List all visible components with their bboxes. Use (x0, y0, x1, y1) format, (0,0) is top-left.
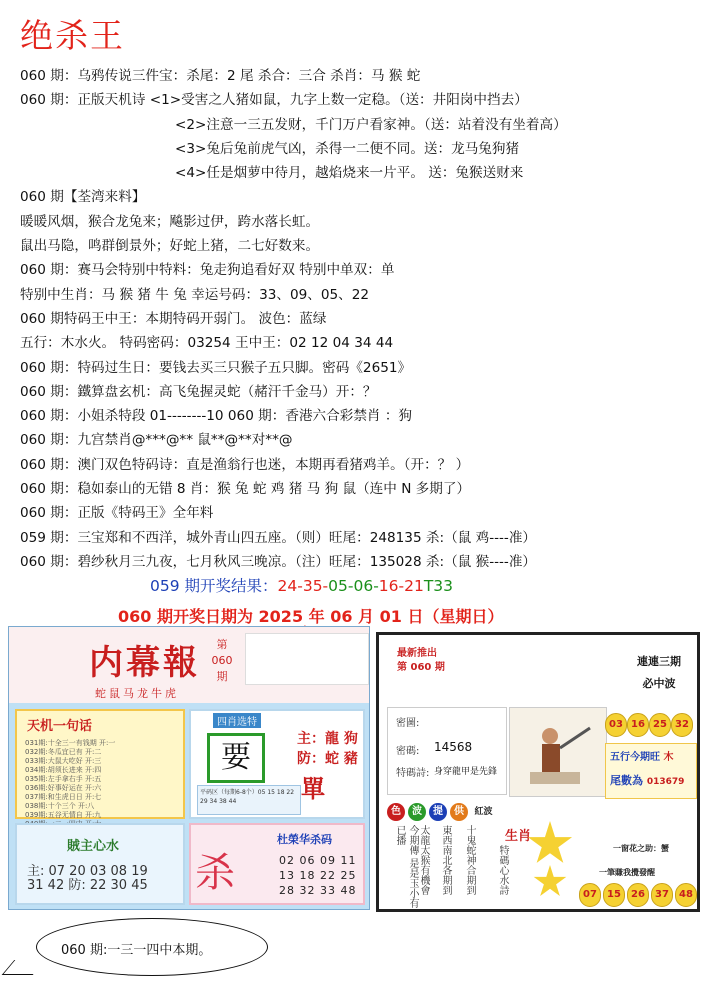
tianji-title: 天机一句话 (27, 719, 93, 734)
vertical-text: 十鬼蛇神合期到 (464, 825, 475, 895)
line: <2>注意一三五发财，千门万户看家神。（送：站着没有坐着高） (175, 116, 567, 133)
number-ball: 37 (651, 883, 673, 907)
code-value: 14568 (434, 740, 473, 754)
right-poster (376, 632, 700, 912)
line: 特别中生肖：马 猴 猪 牛 兔 幸运号码：33、09、05、22 (20, 286, 370, 303)
streak-value: 必中波 (642, 677, 676, 690)
line: 060 期：正版《特码王》全年料 (20, 505, 214, 522)
result-label: 059 期开奖结果： (150, 577, 278, 595)
band-char: 波 (408, 803, 426, 821)
main-numbers: 主: 07 20 03 08 19 (27, 864, 148, 879)
line: 059 期：三宝郑和不西洋，城外青山四五座。（则）旺尾：248135 杀:（鼠 鸡----准） (20, 529, 537, 546)
kill-row: 28 32 33 48 (279, 884, 357, 897)
line: 060 期【荃湾来料】 (20, 189, 146, 206)
result-numbers-red-2: 16-21 (378, 577, 424, 595)
bubble-text: 060 期:一三一四中本期。 (61, 943, 212, 958)
line: 060 期：九宫禁肖@***@** 鼠**@**对**@ (20, 432, 293, 449)
zodiac-poem: 特碼心水詩 (497, 845, 508, 895)
poster-issue: 第 060 期 (211, 638, 233, 683)
streak-label: 連連三期 (637, 655, 681, 668)
line: 060 期：乌鸦传说三件宝：杀尾：2 尾 杀合：三合 杀肖：马 猴 蛇 (20, 68, 421, 84)
tianji-row: 038期:十个三个 开:八 (25, 802, 95, 810)
star-icon (527, 821, 573, 867)
poem-value: 身穿龍甲是先鋒 (434, 767, 498, 777)
wuxing-value: 木 (663, 752, 674, 763)
line: <4>任是烟萝中待月，越焰烧来一片平。 送：兔猴送财来 (175, 165, 524, 182)
kill-row: 02 06 09 11 (279, 854, 357, 867)
latest-label: 最新推出 (397, 648, 437, 659)
result-numbers-red: 24-35- (277, 577, 329, 595)
kill-character: 杀 (195, 850, 235, 896)
kill-code-box (189, 823, 365, 905)
main-guard (297, 729, 358, 769)
vertical-text: 太龍太猴有機會 (418, 825, 429, 895)
color-band (387, 803, 493, 821)
big-character: 要 (207, 733, 265, 783)
number-ball: 16 (627, 713, 649, 737)
line: 五行：木水火。 特码密码：03254 王中王：02 12 04 34 44 (20, 335, 394, 352)
number-ball: 48 (675, 883, 697, 907)
line: 060 期：澳门双色特码诗：直是渔翁行也迷，本期再看猪鸡羊。（开：？ ） (20, 456, 470, 473)
tianji-row: 039期:五谷无情自 开:九 (25, 811, 102, 819)
previous-result (150, 574, 453, 596)
note-box (245, 633, 369, 685)
tianji-row: 033期:大鼠大吃好 开:三 (25, 757, 102, 765)
wuxing-label: 五行今期旺 (610, 752, 660, 763)
four-zodiac-box (189, 709, 365, 819)
tail-value: 013679 (646, 777, 685, 787)
result-numbers-green: 05-06- (328, 577, 379, 595)
number-ball: 25 (649, 713, 671, 737)
secret-box (387, 707, 507, 795)
kill-code-title: 杜榮华杀码 (277, 833, 332, 846)
number-ball: 26 (627, 883, 649, 907)
tianji-row: 037期:和生虎日日 开:七 (25, 793, 102, 801)
band-value: 紅波 (474, 807, 493, 817)
wuxing-box (605, 743, 697, 799)
page-title: 绝杀王 (20, 16, 125, 55)
tianji-row: 036期:好事好运在 开:六 (25, 784, 102, 792)
remark-line: 一窗花之助：蟹 (613, 844, 669, 853)
flat-code-strip: 平码区（每期6-8个）05 15 18 22 29 34 38 44 (197, 785, 301, 815)
vertical-text: 東西南北各期到 (440, 825, 451, 895)
main-heart-box (15, 823, 185, 905)
result-special: T33 (423, 577, 454, 595)
number-ball: 03 (605, 713, 627, 737)
number-ball: 07 (579, 883, 601, 907)
bubble-tail (2, 960, 46, 975)
code-label: 密碼: (396, 746, 420, 757)
tail-label: 尾數為 (610, 774, 643, 787)
number-ball: 15 (603, 883, 625, 907)
tianji-rows (25, 739, 115, 829)
remark-line: 一筆賺我攪發醒 (599, 868, 655, 877)
tianji-box (15, 709, 185, 819)
poem-label: 特碼詩: (396, 768, 430, 779)
line: 060 期：碧纱秋月三九夜，七月秋风三晚凉。（注）旺尾：135028 杀:（鼠 猴----准） (20, 553, 537, 570)
poster-heading (397, 647, 445, 675)
tianji-row: 034期:胡须长进来 开:四 (25, 766, 102, 774)
guard-picks: 防：蛇 豬 (297, 751, 358, 767)
poster-name: 内幕報 (89, 643, 200, 683)
band-char: 提 (429, 803, 447, 821)
line: <3>兔后兔前虎气凶，杀得一二便不同。送：龙马兔狗猪 (175, 140, 520, 157)
number-ball: 32 (671, 713, 693, 737)
band-char: 供 (450, 803, 468, 821)
main-heart-numbers (27, 865, 148, 893)
line: 060 期：赛马会特别中特料：兔走狗追看好双 特别中单双：单 (20, 262, 395, 279)
tianji-row: 032期:冬瓜宜已有 开:二 (25, 748, 102, 756)
line: 060 期：稳如泰山的无错 8 肖：猴 兔 蛇 鸡 猪 马 狗 鼠（连中 N 多期了） (20, 481, 471, 498)
band-char: 色 (387, 803, 405, 821)
kill-code-numbers (279, 853, 356, 898)
line: 060 期：小姐杀特段 01--------10 060 期：香港六合彩禁肖 ：狗 (20, 408, 413, 425)
line: 鼠出马隐，鸣群倒景外；好蛇上猪，二七好数来。 (20, 238, 320, 255)
speech-bubble (36, 918, 268, 976)
guard-numbers: 31 42 防: 22 30 45 (27, 878, 148, 893)
four-zodiac-title: 四肖选特 (213, 713, 261, 728)
odd-mark: 單 (301, 775, 325, 803)
issue-label: 第 060 期 (397, 662, 445, 673)
vertical-text: 今期傳 是是玉小有已播 (394, 825, 418, 909)
tail-line (610, 772, 684, 788)
tianji-row: 035期:左手拿右手 开:五 (25, 775, 102, 783)
poster-header (9, 627, 370, 703)
poster-zodiac: 蛇鼠马龙牛虎 (95, 687, 179, 700)
secret-image-label: 密圖: (396, 718, 420, 729)
wuxing-line (610, 748, 673, 763)
line: 060 期：特码过生日：要钱去买三只猴子五只脚。密码《2651》 (20, 359, 412, 376)
tianji-row: 031期:十全三一有钱期 开:一 (25, 739, 116, 747)
main-heart-title: 賊主心水 (67, 839, 120, 854)
left-poster (8, 626, 370, 910)
line: 060 期特码王中王：本期特码开弱门。 波色：蓝绿 (20, 310, 327, 327)
warrior-icon (510, 708, 606, 796)
line: 060 期：鐵算盘玄机：高飞兔握灵蛇（赭汗千金马）开：？ (20, 383, 377, 400)
line: 060 期：正版天机诗 <1>受害之人猪如鼠，九字上数一定稳。（送：井阳岗中挡去） (20, 92, 528, 109)
line: 暖暖风烟，猴合龙兔来；飚影过伊，跨水落长虹。 (20, 213, 320, 230)
kill-row: 13 18 22 25 (279, 869, 357, 882)
main-picks: 主：龍 狗 (297, 731, 358, 747)
illustration-image (509, 707, 607, 797)
star-icon (533, 865, 567, 899)
zodiac-label: 生肖 (505, 829, 532, 844)
streak-heading (637, 651, 681, 695)
forecast-lines (20, 64, 700, 574)
draw-date: 060 期开奖日期为 2025 年 06 月 01 日（星期日） (118, 607, 504, 626)
